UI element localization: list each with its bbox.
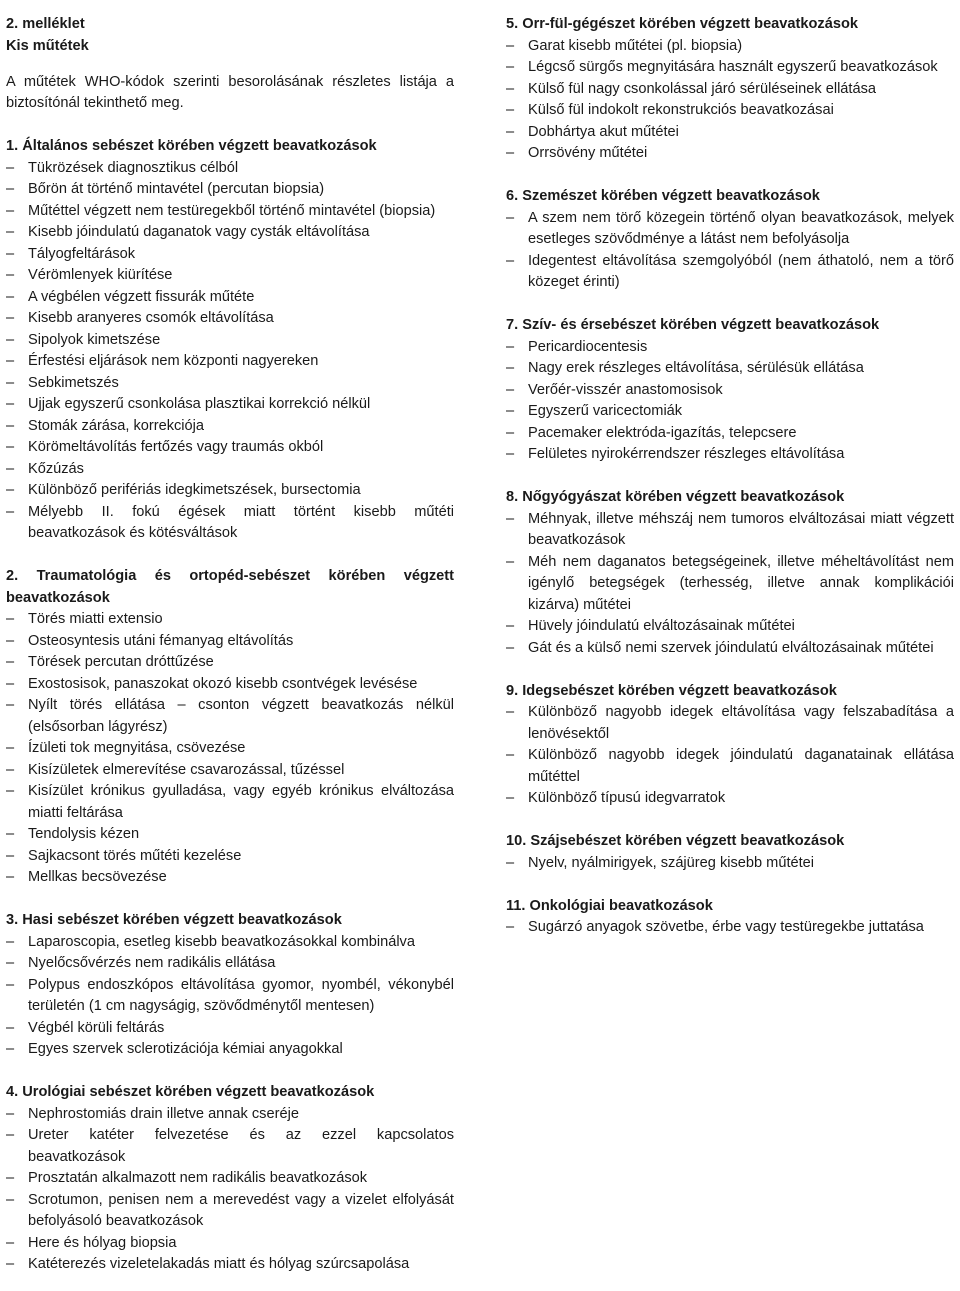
procedure-list bbox=[506, 509, 954, 660]
list-item bbox=[6, 330, 454, 352]
list-item bbox=[506, 745, 954, 788]
section-title: 11. Onkológiai beavatkozások bbox=[506, 897, 713, 914]
list-item bbox=[6, 781, 454, 824]
list-item-text: Sipolyok kimetszése bbox=[28, 331, 161, 348]
dash-bullet: – bbox=[6, 826, 15, 843]
list-item bbox=[6, 760, 454, 782]
dash-bullet: – bbox=[506, 252, 515, 269]
list-item-text: Felületes nyirokérrendszer részleges eltávolítása bbox=[528, 446, 845, 462]
list-item-text: Nyelv, nyálmirigyek, szájüreg kisebb műtétei bbox=[528, 854, 815, 871]
dash-bullet: – bbox=[6, 224, 15, 241]
dash-bullet: – bbox=[6, 976, 15, 993]
dash-bullet: – bbox=[6, 288, 15, 305]
list-item bbox=[6, 824, 454, 846]
section-title: 1. Általános sebészet körében végzett beavatkozások bbox=[6, 138, 377, 155]
list-item bbox=[6, 1233, 454, 1255]
procedure-list bbox=[506, 917, 954, 939]
dash-bullet: – bbox=[506, 618, 515, 634]
list-item bbox=[506, 251, 954, 294]
procedure-list bbox=[506, 208, 954, 294]
list-item-text: A végbélen végzett fissurák műtéte bbox=[28, 288, 255, 305]
dash-bullet: – bbox=[6, 632, 15, 649]
dash-bullet: – bbox=[6, 675, 15, 692]
list-item bbox=[506, 552, 954, 617]
list-item bbox=[506, 702, 954, 745]
list-item bbox=[6, 394, 454, 416]
dash-bullet: – bbox=[6, 955, 15, 972]
list-item-text: Stomák zárása, korrekciója bbox=[28, 417, 205, 434]
list-item bbox=[6, 953, 454, 975]
dash-bullet: – bbox=[6, 439, 15, 456]
list-item bbox=[506, 122, 954, 144]
list-item bbox=[506, 853, 954, 875]
dash-bullet: – bbox=[506, 145, 515, 161]
dash-bullet: – bbox=[6, 503, 15, 520]
list-item-text: Kisebb aranyeres csomók eltávolítása bbox=[28, 310, 274, 327]
list-item-text: Pacemaker elektróda-igazítás, telepcsere bbox=[528, 424, 797, 441]
list-item bbox=[6, 674, 454, 696]
dash-bullet: – bbox=[6, 482, 15, 499]
list-item-text: Gát és a külső nemi szervek jóindulatú elváltozásainak műtétei bbox=[528, 639, 934, 656]
list-item bbox=[6, 1125, 454, 1168]
dash-bullet: – bbox=[6, 374, 15, 391]
list-item bbox=[506, 100, 954, 122]
dash-bullet: – bbox=[6, 1127, 15, 1144]
annex-label: 2. melléklet bbox=[6, 16, 85, 32]
dash-bullet: – bbox=[6, 933, 15, 950]
dash-bullet: – bbox=[6, 869, 15, 886]
procedure-section bbox=[6, 910, 454, 1061]
list-item-text: Kőzúzás bbox=[28, 460, 84, 477]
list-item bbox=[6, 437, 454, 459]
right-column bbox=[506, 14, 954, 939]
dash-bullet: – bbox=[6, 310, 15, 327]
dash-bullet: – bbox=[6, 761, 15, 778]
dash-bullet: – bbox=[6, 353, 15, 370]
dash-bullet: – bbox=[506, 553, 515, 570]
list-item bbox=[506, 616, 954, 638]
list-item bbox=[6, 652, 454, 674]
list-item-text: Nephrostomiás drain illetve annak cseréje bbox=[28, 1105, 299, 1122]
dash-bullet: – bbox=[506, 510, 515, 527]
procedure-list bbox=[506, 702, 954, 810]
procedure-section bbox=[6, 1082, 454, 1276]
list-item-text: Nagy erek részleges eltávolítása, sérülésük ellátása bbox=[528, 360, 864, 376]
procedure-list bbox=[6, 158, 454, 545]
list-item-text: Verőér-visszér anastomosisok bbox=[528, 381, 723, 398]
list-item-text: Ureter katéter felvezetése és az ezzel kapcsolatos beavatkozások bbox=[28, 1127, 454, 1165]
list-item-text: Sugárzó anyagok szövetbe, érbe vagy testüregekbe juttatása bbox=[528, 919, 924, 935]
list-item-text: Külső fül indokolt rekonstrukciós beavatkozásai bbox=[528, 102, 834, 118]
list-item bbox=[6, 201, 454, 223]
list-item-text: Tendolysis kézen bbox=[28, 826, 140, 843]
list-item-text: Tályogfeltárások bbox=[28, 245, 136, 262]
list-item bbox=[6, 265, 454, 287]
dash-bullet: – bbox=[6, 267, 15, 284]
dash-bullet: – bbox=[506, 704, 515, 720]
list-item bbox=[6, 1190, 454, 1233]
list-item-text: Vérömlenyek kiürítése bbox=[28, 267, 173, 284]
section-title: 2. Traumatológia és ortopéd-sebészet körében végzett beavatkozások bbox=[6, 568, 454, 606]
procedure-section bbox=[6, 136, 454, 545]
list-item-text: Méhnyak, illetve méhszáj nem tumoros elváltozásai miatt végzett beavatkozások bbox=[528, 510, 954, 548]
dash-bullet: – bbox=[506, 446, 515, 462]
dash-bullet: – bbox=[6, 1019, 15, 1036]
list-item bbox=[6, 975, 454, 1018]
list-item bbox=[506, 358, 954, 380]
list-item-text: Laparoscopia, esetleg kisebb beavatkozásokkal kombinálva bbox=[28, 933, 415, 950]
list-item bbox=[506, 917, 954, 939]
list-item-text: Sebkimetszés bbox=[28, 374, 119, 391]
section-title: 8. Nőgyógyászat körében végzett beavatkozások bbox=[506, 489, 845, 505]
list-item bbox=[6, 1254, 454, 1276]
procedure-section bbox=[506, 896, 954, 939]
list-item bbox=[6, 480, 454, 502]
list-item bbox=[506, 208, 954, 251]
list-item bbox=[506, 423, 954, 445]
list-item bbox=[506, 143, 954, 165]
dash-bullet: – bbox=[506, 209, 515, 226]
list-item-text: Scrotumon, penisen nem a merevedést vagy a vizelet elfolyását befolyásoló beavatkozások bbox=[28, 1191, 454, 1230]
list-item-text: A szem nem törő közegein történő olyan beavatkozások, melyek esetleges szövődménye a látást nem befolyásolja bbox=[528, 209, 954, 247]
procedure-list bbox=[6, 1104, 454, 1276]
dash-bullet: – bbox=[6, 202, 15, 219]
list-item-text: Törések percutan dróttűzése bbox=[28, 654, 214, 671]
list-item-text: Osteosyntesis utáni fémanyag eltávolítás bbox=[28, 632, 294, 649]
list-item-text: Bőrön át történő mintavétel (percutan biopsia) bbox=[28, 181, 325, 198]
list-item-text: Körömeltávolítás fertőzés vagy traumás okból bbox=[28, 439, 324, 456]
list-item bbox=[506, 79, 954, 101]
list-item-text: Kisebb jóindulatú daganatok vagy cysták eltávolítása bbox=[28, 224, 370, 241]
list-item-text: Érfestési eljárások nem központi nagyereken bbox=[28, 353, 319, 370]
procedure-section bbox=[506, 831, 954, 874]
dash-bullet: – bbox=[6, 159, 15, 176]
dash-bullet: – bbox=[506, 747, 515, 763]
dash-bullet: – bbox=[506, 790, 515, 806]
dash-bullet: – bbox=[506, 403, 515, 419]
list-item bbox=[6, 158, 454, 180]
list-item bbox=[506, 638, 954, 660]
list-item bbox=[506, 788, 954, 810]
dash-bullet: – bbox=[506, 123, 515, 140]
dash-bullet: – bbox=[506, 381, 515, 398]
dash-bullet: – bbox=[6, 1105, 15, 1122]
list-item-text: Garat kisebb műtétei (pl. biopsia) bbox=[528, 37, 743, 54]
procedure-section bbox=[6, 566, 454, 889]
procedure-section bbox=[506, 186, 954, 294]
list-item bbox=[6, 459, 454, 481]
procedure-list bbox=[6, 932, 454, 1061]
list-item-text: Légcső sürgős megnyitására használt egyszerű beavatkozások bbox=[528, 59, 938, 75]
section-title: 7. Szív- és érsebészet körében végzett beavatkozások bbox=[506, 317, 880, 333]
right-sections bbox=[506, 14, 954, 939]
dash-bullet: – bbox=[6, 460, 15, 477]
dash-bullet: – bbox=[506, 360, 515, 376]
list-item-text: Prosztatán alkalmazott nem radikális beavatkozások bbox=[28, 1170, 368, 1187]
dash-bullet: – bbox=[506, 59, 515, 75]
intro-text: A műtétek WHO-kódok szerinti besorolásának részletes listája a biztosítónál tekinthető meg. bbox=[6, 73, 454, 112]
dash-bullet: – bbox=[506, 854, 515, 871]
list-item-text: Külső fül nagy csonkolással járó sérüléseinek ellátása bbox=[528, 80, 877, 97]
list-item bbox=[506, 57, 954, 79]
dash-bullet: – bbox=[506, 37, 515, 54]
page-title: Kis műtétek bbox=[6, 37, 89, 54]
list-item bbox=[6, 222, 454, 244]
list-item bbox=[506, 509, 954, 552]
list-item bbox=[6, 738, 454, 760]
dash-bullet: – bbox=[6, 245, 15, 262]
procedure-list bbox=[506, 853, 954, 875]
dash-bullet: – bbox=[506, 102, 515, 118]
list-item-text: Sajkacsont törés műtéti kezelése bbox=[28, 847, 242, 864]
list-item bbox=[6, 631, 454, 653]
list-item-text: Idegentest eltávolítása szemgolyóból (nem áthatoló, nem a törő közeget érinti) bbox=[528, 252, 954, 290]
left-sections bbox=[6, 136, 454, 1276]
list-item bbox=[6, 308, 454, 330]
list-item-text: Tükrözések diagnosztikus célból bbox=[28, 159, 239, 176]
dash-bullet: – bbox=[506, 80, 515, 97]
list-item-text: Egyes szervek sclerotizációja kémiai anyagokkal bbox=[28, 1041, 343, 1058]
section-title: 6. Szemészet körében végzett beavatkozások bbox=[506, 188, 820, 204]
list-item-text: Törés miatti extensio bbox=[28, 611, 163, 628]
procedure-section bbox=[506, 681, 954, 810]
section-title: 3. Hasi sebészet körében végzett beavatkozások bbox=[6, 912, 342, 929]
list-item bbox=[6, 867, 454, 889]
dash-bullet: – bbox=[6, 847, 15, 864]
list-item-text: Kisízületek elmerevítése csavarozással, tűzéssel bbox=[28, 761, 345, 778]
list-item bbox=[6, 846, 454, 868]
left-column bbox=[6, 14, 454, 1276]
dash-bullet: – bbox=[6, 417, 15, 434]
dash-bullet: – bbox=[6, 331, 15, 348]
list-item-text: Ujjak egyszerű csonkolása plasztikai korrekció nélkül bbox=[28, 396, 371, 413]
list-item-text: Here és hólyag biopsia bbox=[28, 1234, 177, 1251]
list-item-text: Nyílt törés ellátása – csonton végzett beavatkozás nélkül (elsősorban lágyrész) bbox=[28, 697, 454, 735]
dash-bullet: – bbox=[6, 181, 15, 198]
list-item-text: Műtéttel végzett nem testüregekből történő mintavétel (biopsia) bbox=[28, 202, 436, 219]
procedure-list bbox=[506, 337, 954, 466]
list-item bbox=[6, 609, 454, 631]
list-item-text: Mélyebb II. fokú égések miatt történt kisebb műtéti beavatkozások és kötésváltások bbox=[28, 503, 454, 542]
dash-bullet: – bbox=[6, 396, 15, 413]
dash-bullet: – bbox=[6, 1256, 15, 1273]
list-item-text: Dobhártya akut műtétei bbox=[528, 123, 679, 140]
list-item bbox=[6, 1018, 454, 1040]
list-item-text: Hüvely jóindulatú elváltozásainak műtétei bbox=[528, 618, 795, 634]
list-item bbox=[6, 932, 454, 954]
list-item-text: Nyelőcsővérzés nem radikális ellátása bbox=[28, 955, 276, 972]
dash-bullet: – bbox=[6, 1191, 15, 1208]
list-item-text: Kisízület krónikus gyulladása, vagy egyéb krónikus elváltozása miatti feltárása bbox=[28, 783, 454, 821]
dash-bullet: – bbox=[6, 783, 15, 800]
procedure-list bbox=[506, 36, 954, 165]
list-item bbox=[6, 416, 454, 438]
section-title: 9. Idegsebészet körében végzett beavatkozások bbox=[506, 682, 837, 699]
list-item-text: Mellkas becsövezése bbox=[28, 869, 167, 886]
procedure-section bbox=[506, 487, 954, 659]
list-item-text: Méh nem daganatos betegségeinek, illetve méheltávolítást nem igénylő betegségek (terhesség, illetve annak komplikációi kizárva) műtétei bbox=[528, 553, 954, 613]
list-item-text: Egyszerű varicectomiák bbox=[528, 403, 683, 419]
list-item-text: Különböző nagyobb idegek eltávolítása vagy felszabadítása a lenövésektől bbox=[528, 704, 954, 742]
dash-bullet: – bbox=[6, 611, 15, 628]
list-item bbox=[6, 1168, 454, 1190]
list-item-text: Különböző típusú idegvarratok bbox=[528, 790, 726, 806]
list-item bbox=[6, 244, 454, 266]
dash-bullet: – bbox=[6, 1234, 15, 1251]
list-item bbox=[6, 179, 454, 201]
section-title: 5. Orr-fül-gégészet körében végzett beavatkozások bbox=[506, 16, 858, 32]
dash-bullet: – bbox=[6, 1170, 15, 1187]
list-item bbox=[6, 502, 454, 545]
list-item bbox=[506, 401, 954, 423]
list-item bbox=[506, 36, 954, 58]
dash-bullet: – bbox=[506, 424, 515, 441]
list-item bbox=[6, 1039, 454, 1061]
list-item-text: Pericardiocentesis bbox=[528, 338, 648, 355]
list-item-text: Exostosisok, panaszokat okozó kisebb csontvégek levésése bbox=[28, 675, 418, 692]
procedure-section bbox=[506, 14, 954, 165]
list-item bbox=[506, 337, 954, 359]
list-item-text: Polypus endoszkópos eltávolítása gyomor, nyombél, vékonybél területén (1 cm nagyságig, szövődménytől mentesen) bbox=[28, 976, 454, 1015]
list-item bbox=[506, 444, 954, 466]
dash-bullet: – bbox=[506, 919, 515, 935]
list-item-text: Különböző perifériás idegkimetszések, bursectomia bbox=[28, 482, 361, 499]
section-title: 10. Szájsebészet körében végzett beavatkozások bbox=[506, 833, 845, 849]
list-item bbox=[6, 695, 454, 738]
list-item-text: Katéterezés vizeletelakadás miatt és hólyag szúrcsapolása bbox=[28, 1256, 410, 1273]
dash-bullet: – bbox=[506, 338, 515, 355]
list-item bbox=[6, 373, 454, 395]
dash-bullet: – bbox=[6, 1041, 15, 1058]
dash-bullet: – bbox=[6, 740, 15, 757]
procedure-section bbox=[506, 315, 954, 466]
dash-bullet: – bbox=[6, 654, 15, 671]
dash-bullet: – bbox=[6, 697, 15, 714]
section-title: 4. Urológiai sebészet körében végzett beavatkozások bbox=[6, 1084, 375, 1101]
list-item-text: Végbél körüli feltárás bbox=[28, 1019, 165, 1036]
list-item-text: Orrsövény műtétei bbox=[528, 145, 648, 161]
list-item bbox=[6, 287, 454, 309]
list-item bbox=[6, 1104, 454, 1126]
list-item-text: Ízületi tok megnyitása, csövezése bbox=[28, 740, 246, 757]
list-item bbox=[6, 351, 454, 373]
dash-bullet: – bbox=[506, 639, 515, 656]
list-item-text: Különböző nagyobb idegek jóindulatú daganatainak ellátása műtéttel bbox=[528, 747, 954, 785]
list-item bbox=[506, 380, 954, 402]
procedure-list bbox=[6, 609, 454, 889]
